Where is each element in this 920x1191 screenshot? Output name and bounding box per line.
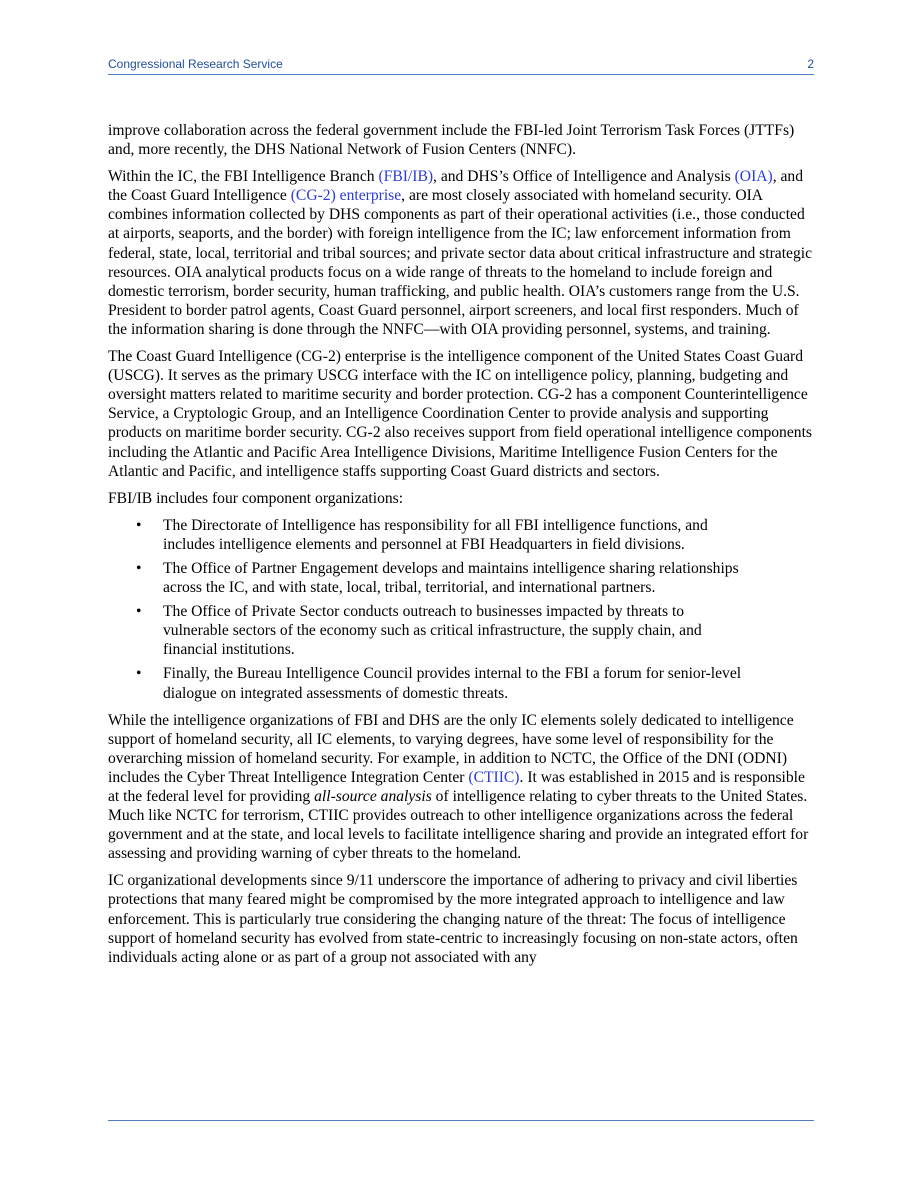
link-cg2-enterprise[interactable]: (CG-2) enterprise bbox=[290, 187, 402, 205]
paragraph-2 bbox=[108, 167, 813, 339]
paragraph-5-text-3: of intelligence relating to cyber threats to the United States. Much like NCTC for terrorism, CTIIC provides outreach to other intelligence organizations across the federal government and at the state, and local levels to facilitate intelligence sharing and provide an integrated effort for assessing and providing warning of cyber threats to the homeland. bbox=[108, 788, 809, 863]
list-item-text: The Office of Private Sector conducts outreach to businesses impacted by threats to vulnerable sectors of the economy such as critical infrastructure, the supply chain, and financial institutions. bbox=[163, 603, 702, 659]
page-number: 2 bbox=[807, 57, 814, 71]
list-item-text: The Directorate of Intelligence has responsibility for all FBI intelligence functions, and includes intelligence elements and personnel at FBI Headquarters in field divisions. bbox=[163, 516, 708, 553]
paragraph-2-text-3: , and the Coast Guard Intelligence bbox=[108, 168, 804, 205]
link-fbi-ib[interactable]: (FBI/IB) bbox=[378, 168, 434, 186]
list-item bbox=[108, 664, 813, 702]
paragraph-2-text-2: , and DHS’s Office of Intelligence and Analysis bbox=[433, 168, 735, 186]
list-item bbox=[108, 559, 813, 597]
bullet-icon: • bbox=[136, 603, 142, 621]
paragraph-4: FBI/IB includes four component organizations: bbox=[108, 489, 404, 507]
paragraph-5 bbox=[108, 711, 813, 864]
paragraph-2-text-1: Within the IC, the FBI Intelligence Branch bbox=[108, 168, 379, 186]
paragraph-3: The Coast Guard Intelligence (CG-2) enterprise is the intelligence component of the United States Coast Guard (USCG). It serves as the primary USCG interface with the IC on intelligence policy, planning, budgeting and oversight matters related to maritime security and border protection. CG-2 has a component Counterintelligence Service, a Cryptologic Group, and an Intelligence Coordination Center to provide analysis and supporting products on maritime border security. CG-2 also receives support from field operational intelligence components including the Atlantic and Pacific Area Intelligence Divisions, Maritime Intelligence Fusion Centers for the Atlantic and Pacific, and intelligence staffs supporting Coast Guard districts and sectors. bbox=[108, 348, 812, 480]
list-item-text: Finally, the Bureau Intelligence Council provides internal to the FBI a forum for senior-level dialogue on integrated assessments of domestic threats. bbox=[163, 665, 742, 702]
list-item bbox=[108, 516, 813, 554]
header-title: Congressional Research Service bbox=[108, 57, 283, 71]
document-body bbox=[108, 121, 813, 975]
paragraph-1: improve collaboration across the federal government include the FBI-led Joint Terrorism Task Forces (JTTFs) and, more recently, the DHS National Network of Fusion Centers (NNFC). bbox=[108, 122, 795, 159]
bullet-list bbox=[108, 516, 813, 703]
bullet-icon: • bbox=[136, 516, 142, 534]
footer-divider bbox=[108, 1120, 814, 1121]
link-ctiic[interactable]: (CTIIC) bbox=[468, 768, 520, 786]
emphasis-all-source-analysis: all-source analysis bbox=[314, 788, 432, 805]
bullet-icon: • bbox=[136, 665, 142, 683]
link-oia[interactable]: (OIA) bbox=[734, 168, 773, 186]
paragraph-2-text-4: , are most closely associated with homeland security. OIA combines information collected by DHS components as part of their operational activities (i.e., those conducted at airports, seaports, and the border) with foreign intelligence from the IC; law enforcement information from federal, state, local, territorial and tribal sources; and private sector data about critical infrastructure and strategic resources. OIA analytical products focus on a wide range of threats to the homeland to include foreign and domestic terrorism, border security, human trafficking, and public health. OIA’s customers range from the U.S. President to border patrol agents, Coast Guard personnel, airport screeners, and local first responders. Much of the information sharing is done through the NNFC—with OIA providing personnel, systems, and training. bbox=[108, 187, 813, 338]
list-item bbox=[108, 602, 813, 659]
paragraph-5-text-2: . It was established in 2015 and is responsible at the federal level for providing bbox=[108, 768, 805, 805]
header-divider bbox=[108, 74, 814, 75]
list-item-text: The Office of Partner Engagement develops and maintains intelligence sharing relationships across the IC, and with state, local, tribal, territorial, and international partners. bbox=[163, 559, 739, 597]
paragraph-6: IC organizational developments since 9/11 underscore the importance of adhering to privacy and civil liberties protections that many feared might be compromised by the more integrated approach to intelligence and law enforcement. This is particularly true considering the changing nature of the threat: The focus of intelligence support of homeland security has evolved from state-centric to increasingly focusing on non-state actors, often individuals acting alone or as part of a group not associated with any bbox=[108, 872, 798, 966]
bullet-icon: • bbox=[136, 559, 142, 577]
page-header bbox=[108, 57, 814, 71]
paragraph-5-text-1: While the intelligence organizations of FBI and DHS are the only IC elements solely dedicated to intelligence support of homeland security, all IC elements, to varying degrees, have some level of responsibility for the overarching mission of homeland security. For example, in addition to NCTC, the Office of the DNI (ODNI) includes the Cyber Threat Intelligence Integration Center bbox=[108, 711, 794, 786]
